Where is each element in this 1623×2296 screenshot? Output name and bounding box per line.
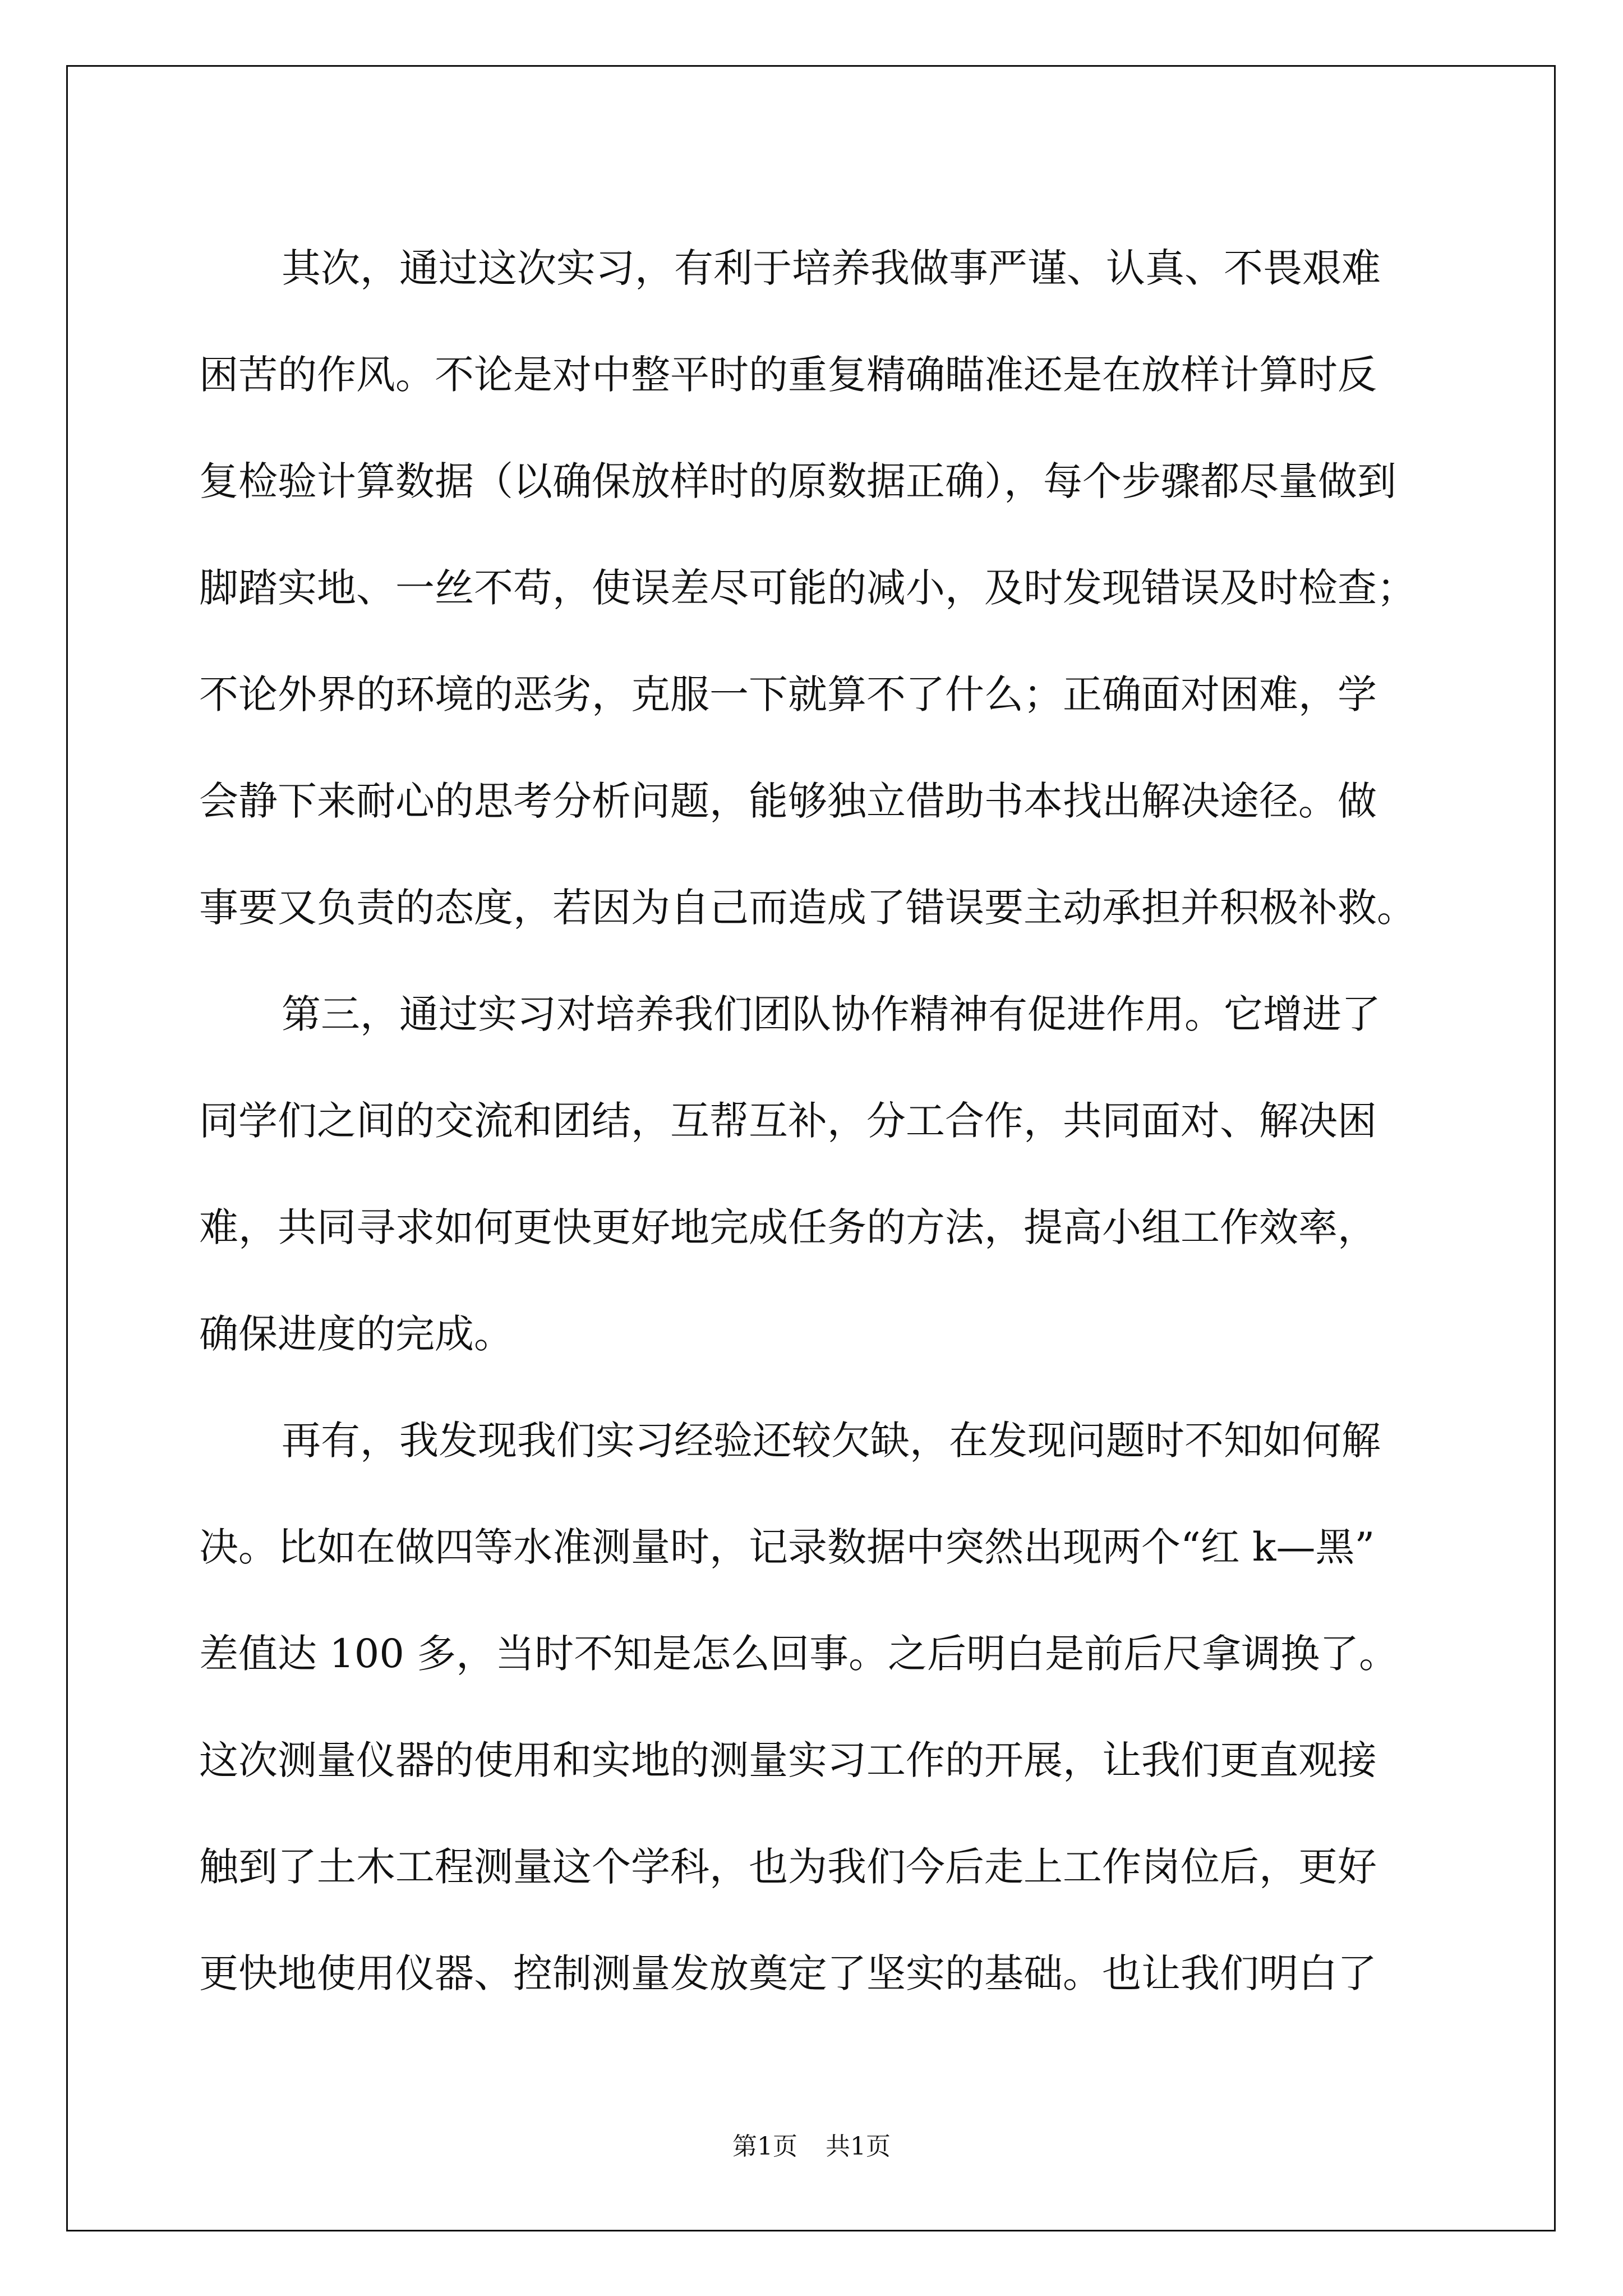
paragraph-line: 不论外界的环境的恶劣，克服一下就算不了什么；正确面对困难，学 [199,671,1377,717]
paragraph-line: 第三，通过实习对培养我们团队协作精神有促进作用。它增进了 [282,991,1381,1037]
paragraph-line: 差值达 100 多，当时不知是怎么回事。之后明白是前后尺拿调换了。 [199,1631,1399,1677]
paragraph-line: 脚踏实地、一丝不苟，使误差尽可能的减小，及时发现错误及时检查； [199,565,1416,611]
paragraph-line: 确保进度的完成。 [199,1311,513,1357]
document-body [199,215,1444,2027]
page-number-total: 共1页 [826,2132,891,2161]
paragraph-line: 决。比如在做四等水准测量时，记录数据中突然出现两个“红 k—黑” [199,1524,1375,1570]
page-number-current: 第1页 [732,2132,797,2161]
paragraph-line: 难，共同寻求如何更快更好地完成任务的方法，提高小组工作效率， [199,1204,1377,1250]
paragraph-line: 再有，我发现我们实习经验还较欠缺，在发现问题时不知如何解 [282,1418,1381,1464]
paragraph-line: 这次测量仪器的使用和实地的测量实习工作的开展，让我们更直观接 [199,1737,1377,1783]
paragraph-line: 复检验计算数据（以确保放样时的原数据正确），每个步骤都尽量做到 [199,458,1396,504]
page-footer [0,2126,1623,2162]
paragraph-line: 困苦的作风。不论是对中整平时的重复精确瞄准还是在放样计算时反 [199,352,1377,398]
paragraph-line: 同学们之间的交流和团结，互帮互补，分工合作，共同面对、解决困 [199,1098,1377,1144]
paragraph-line: 更快地使用仪器、控制测量发放奠定了坚实的基础。也让我们明白了 [199,1950,1377,1996]
paragraph-line: 会静下来耐心的思考分析问题，能够独立借助书本找出解决途径。做 [199,778,1377,824]
paragraph-line: 事要又负责的态度，若因为自己而造成了错误要主动承担并积极补救。 [199,885,1416,931]
paragraph-line: 触到了土木工程测量这个学科，也为我们今后走上工作岗位后，更好 [199,1844,1377,1890]
paragraph-line: 其次，通过这次实习，有利于培养我做事严谨、认真、不畏艰难 [282,245,1381,291]
